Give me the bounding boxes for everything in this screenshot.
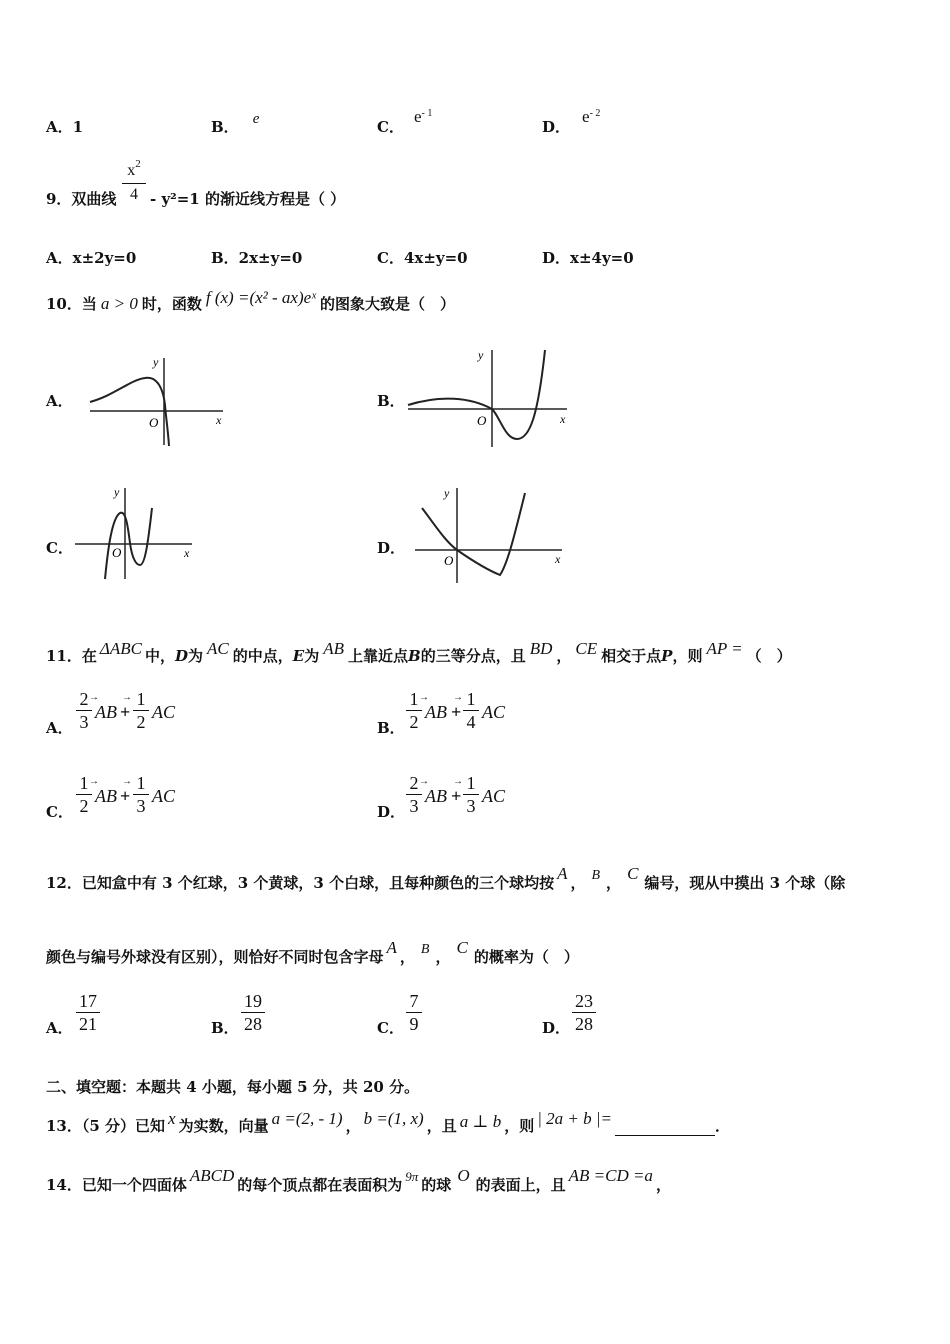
origin: O [149,415,159,430]
q9-prefix: 9．双曲线 [46,190,117,208]
q11-c-plus: → + [120,776,132,806]
q8-option-a: A．1 [46,118,84,136]
q10-label-c: C． [46,539,73,557]
q12-option-c-label: C． [377,1019,404,1037]
q11-d-frac1: $\frac{2}{3}$ [406,772,422,817]
q10-graph-c [70,483,200,583]
q11-option-c-label: C． [46,803,73,821]
axis-y: y [114,485,120,499]
q10-label-d: D． [377,539,406,557]
q11-a-frac1: $\frac{2}{3}$ [76,688,92,733]
q10-graph-b [405,345,575,450]
q12-option-d-frac: $\frac{23}{28}$ [572,990,596,1035]
q12-option-b-frac: $\frac{19}{28}$ [241,990,265,1035]
q11-d-plus: → + [451,776,463,806]
origin: O [112,545,122,560]
q11-option-d-label: D． [377,803,406,821]
q11-c-vec2: AC [152,786,176,806]
q12-option-c-frac: $\frac{7}{9}$ [406,990,422,1035]
q11-c-vec1: → AB [89,776,117,806]
origin: O [477,413,487,428]
q12-option-a-frac: $\frac{17}{21}$ [76,990,100,1035]
q9-suffix: - y²=1 的渐近线方程是（ ） [150,190,346,208]
q11-stem: 11．在 ΔABC 中，D为 AC 的中点，E为 AB 上靠近点B的三等分点，且 BD ， CE 相交于点P，则 AP = （ ） [46,639,792,665]
axis-x: x [184,546,190,560]
q11-b-plus: → + [451,692,463,722]
axis-y: y [444,486,450,500]
q11-option-b-label: B． [377,719,405,737]
q11-c-frac1: $\frac{1}{2}$ [76,772,92,817]
q9-option-b: B．2x±y=0 [211,249,303,267]
q8-option-d: D．$e^{- 2}$ [542,107,601,136]
axis-y: y [153,355,159,369]
q11-b-vec1: → AB [419,692,447,722]
q11-d-vec2: AC [482,786,506,806]
axis-x: x [555,552,561,566]
q10-label-a: A． [46,392,73,410]
q11-b-frac1: $\frac{1}{2}$ [406,688,422,733]
q14-stem: 14．已知一个四面体 ABCD 的每个顶点都在表面积为 9π 的球 O 的表面上，且 AB =CD =a ， [46,1166,671,1194]
q10-graph-a [85,350,230,450]
q12-option-d-label: D． [542,1019,571,1037]
q11-d-vec1: → AB [419,776,447,806]
section-heading: 二、填空题：本题共 4 小题，每小题 5 分，共 20 分。 [46,1078,420,1096]
q8-option-b: B． e [211,111,260,136]
q12-option-b-label: B． [211,1019,239,1037]
q13-stem: 13．（5 分）已知 x 为实数，向量 a =(2, - 1) ， b =(1, x) ，且 a ⊥ b ，则 | 2a + b |= ． [46,1109,731,1135]
q12-line2: 颜色与编号外球没有区别），则恰好不同时包含字母 A ， B ， C 的概率为（ ） [46,938,579,966]
q12-line1: 12．已知盒中有 3 个红球，3 个黄球，3 个白球，且每种颜色的三个球均按 A ， B ， C 编号，现从中摸出 3 个球（除 [46,864,846,892]
q9-option-d: D．x±4y=0 [542,249,634,267]
axis-x: x [560,412,566,426]
q12-option-a-label: A． [46,1019,73,1037]
axis-y: y [478,348,484,362]
q10-label-b: B． [377,392,405,410]
q8-option-c: C．$e^{- 1}$ [377,107,433,136]
q11-d-frac2: $\frac{1}{3}$ [463,772,479,817]
q11-b-frac2: $\frac{1}{4}$ [463,688,479,733]
q11-b-vec2: AC [482,702,506,722]
q11-a-vec2: AC [152,702,176,722]
q11-c-frac2: $\frac{1}{3}$ [133,772,149,817]
q11-a-vec1: → AB [89,692,117,722]
axis-x: x [216,413,222,427]
answer-blank[interactable] [615,1119,715,1136]
q9-option-a: A．x±2y=0 [46,249,137,267]
q9-option-c: C．4x±y=0 [377,249,468,267]
q9-fraction: $\frac{x^2}{4}$ [122,160,146,206]
q11-option-a-label: A． [46,719,73,737]
q11-a-frac2: $\frac{1}{2}$ [133,688,149,733]
q10-stem: 10．当 a > 0 时，函数 f (x) =(x² - ax)eˣ 的图象大致是（ ） [46,288,455,313]
q10-graph-d [410,483,570,588]
origin: O [444,553,454,568]
q11-a-plus: → + [120,692,132,722]
